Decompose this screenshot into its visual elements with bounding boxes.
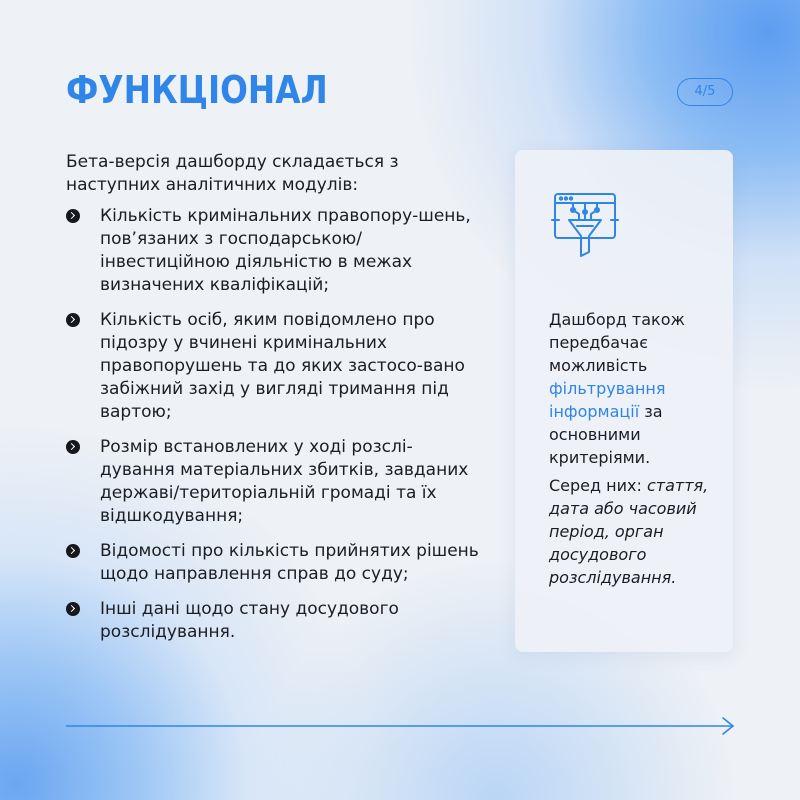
chevron-right-icon bbox=[66, 209, 80, 223]
card-criteria-list: стаття, дата або часовий період, орган досудового розслідування. bbox=[549, 476, 709, 587]
next-arrow-icon[interactable] bbox=[66, 716, 736, 736]
page-indicator: 4/5 bbox=[677, 78, 733, 106]
list-item-text: Кількість осіб, яким повідомлено про підозру у вчинені кримінальних правопорушень та до яких застосо-вано забіжний захід у вигляді тримання під вартою; bbox=[100, 310, 465, 422]
card-text-end: за основними критеріями. bbox=[549, 402, 663, 467]
list-item bbox=[66, 598, 486, 644]
list-item bbox=[66, 436, 486, 528]
list-item-text: Відомості про кількість прийнятих рішень щодо направлення справ до суду; bbox=[100, 541, 479, 584]
page-title: ФУНКЦІОНАЛ bbox=[66, 68, 328, 112]
card-text-highlight: фільтрування інформації bbox=[549, 379, 666, 421]
list-item-text: Інші дані щодо стану досудового розслідування. bbox=[100, 599, 399, 642]
list-item bbox=[66, 205, 486, 297]
module-list bbox=[66, 205, 486, 656]
chevron-right-icon bbox=[66, 602, 80, 616]
dashboard-filter-icon bbox=[551, 190, 623, 262]
list-item bbox=[66, 540, 486, 586]
chevron-right-icon bbox=[66, 544, 80, 558]
card-text-start: Дашборд також передбачає можливість bbox=[549, 310, 685, 375]
card-description bbox=[549, 308, 717, 469]
info-card bbox=[515, 150, 733, 652]
chevron-right-icon bbox=[66, 313, 80, 327]
chevron-right-icon bbox=[66, 440, 80, 454]
list-item bbox=[66, 309, 486, 424]
intro-text: Бета-версія дашборду складається з наступних аналітичних модулів: bbox=[66, 152, 399, 195]
card-criteria bbox=[549, 474, 717, 589]
list-item-text: Кількість кримінальних правопору-шень, пов’язаних з господарською/ інвестиційною діяльністю в межах визначених кваліфікацій; bbox=[100, 206, 471, 295]
card-criteria-lead: Серед них: bbox=[549, 476, 647, 495]
list-item-text: Розмір встановлених у ході розслі-дування матеріальних збитків, завданих державі/територіальній громаді та їх відшкодування; bbox=[100, 437, 469, 526]
